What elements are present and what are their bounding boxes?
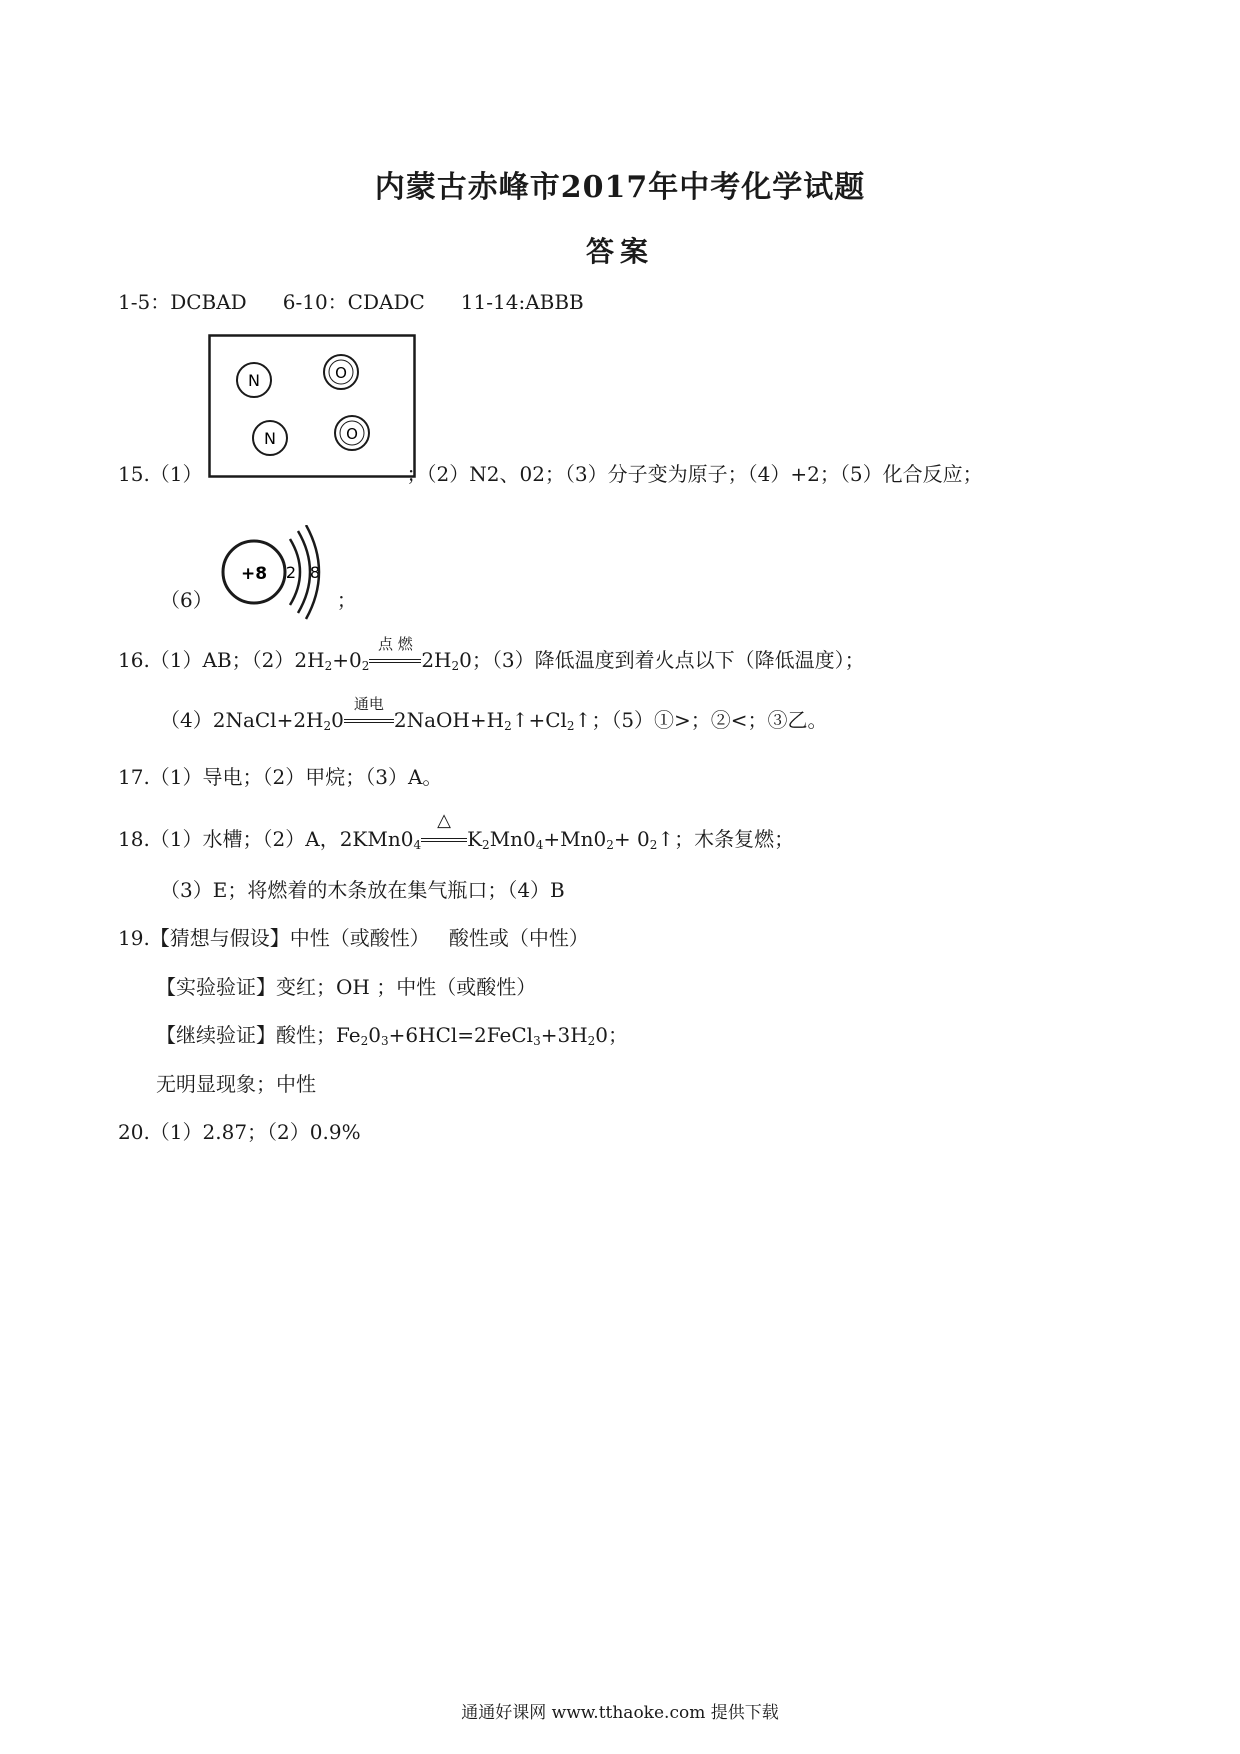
q18-line2: （3）E；将燃着的木条放在集气瓶口；（4）B xyxy=(160,878,565,902)
q18-l1a: 18.（1）水槽；（2）A，2KMn0 xyxy=(118,827,414,851)
nucleus-charge: +8 xyxy=(240,564,268,584)
q16-l2d: ↑+Cl xyxy=(511,708,567,732)
q16-line2 xyxy=(160,695,828,733)
sub: 2 xyxy=(323,719,332,733)
atom-o-2-label: O xyxy=(346,425,358,443)
q15-p6-end: ； xyxy=(336,588,357,612)
q18-l1d: +Mn0 xyxy=(543,827,607,851)
atom-n-1 xyxy=(237,363,271,397)
q16-l2e: ↑；（5）①>；②<；③乙。 xyxy=(574,708,828,732)
sub: 2 xyxy=(587,1034,596,1048)
condition-label: 点 燃 xyxy=(377,635,413,653)
q19-line1: 19.【猜想与假设】中性（或酸性） 酸性或（中性） xyxy=(118,926,589,950)
sub: 4 xyxy=(413,838,422,852)
mc-answers xyxy=(118,292,584,312)
atom-n-2 xyxy=(253,421,287,455)
q19-l3c: +6HCl=2FeCl xyxy=(388,1023,534,1047)
shell-2-electrons: 8 xyxy=(309,563,321,582)
q18-l1e: + 0 xyxy=(613,827,650,851)
q19-l3d: +3H xyxy=(540,1023,588,1047)
q20-line: 20.（1）2.87；（2）0.9% xyxy=(118,1120,361,1144)
q15-rest: ；（2）N2、02；（3）分子变为原子；（4）+2；（5）化合反应； xyxy=(406,462,983,486)
page-title: 内蒙古赤峰市2017年中考化学试题 xyxy=(374,170,866,205)
sub: 2 xyxy=(482,838,490,852)
condition-label: 通电 xyxy=(353,695,384,713)
atom-n-2-label: N xyxy=(264,429,276,448)
q16-l2a: （4）2NaCl+2H xyxy=(160,708,324,732)
q19-line4: 无明显现象；中性 xyxy=(156,1072,316,1096)
q19-line3 xyxy=(156,1023,629,1048)
q16-l1a: 16.（1）AB；（2）2H xyxy=(118,648,325,672)
sub: 2 xyxy=(566,719,575,733)
q16-l1b: +0 xyxy=(332,648,362,672)
q17-line: 17.（1）导电；（2）甲烷；（3）A。 xyxy=(118,765,443,789)
reaction-condition-heat xyxy=(421,810,467,846)
q16-line1 xyxy=(118,635,865,673)
q15-part6 xyxy=(160,590,357,610)
q18-l1b: K xyxy=(467,827,483,851)
atom-n-1-label: N xyxy=(248,371,260,390)
sub: 2 xyxy=(606,838,614,852)
sub: 2 xyxy=(451,659,460,673)
reaction-condition-electrolysis xyxy=(344,695,394,727)
sub: 2 xyxy=(649,838,658,852)
q19-line2: 【实验验证】变红；OH ；中性（或酸性） xyxy=(156,975,537,999)
mc-11-14: 11-14:ABBB xyxy=(460,290,584,314)
sub: 2 xyxy=(360,1034,369,1048)
q15-line1 xyxy=(118,464,983,484)
page-footer: 通通好课网 www.tthaoke.com 提供下载 xyxy=(461,1703,779,1723)
atom-o-1-label: O xyxy=(335,364,347,382)
q16-l1c: 2H xyxy=(421,648,452,672)
q19-l3a: 【继续验证】酸性；Fe xyxy=(156,1023,361,1047)
q15-prefix: 15.（1） xyxy=(118,462,203,486)
q16-l2b: 0 xyxy=(331,708,344,732)
sub: 3 xyxy=(533,1034,541,1048)
q18-l1f: ↑；木条复燃； xyxy=(657,827,795,851)
q16-l2c: 2NaOH+H xyxy=(393,708,505,732)
sub: 4 xyxy=(535,838,544,852)
shell-1-electrons: 2 xyxy=(285,563,297,582)
q15-p6-label: （6） xyxy=(160,588,213,612)
sub: 2 xyxy=(324,659,333,673)
q19-l3e: 0； xyxy=(595,1023,629,1047)
q16-l1d: 0；（3）降低温度到着火点以下（降低温度）； xyxy=(459,648,865,672)
sub: 2 xyxy=(504,719,512,733)
sub: 2 xyxy=(361,659,370,673)
mc-1-5: 1-5：DCBAD xyxy=(118,290,247,314)
mc-6-10: 6-10：CDADC xyxy=(282,290,425,314)
atom-o-2 xyxy=(335,416,369,450)
atom-o-1 xyxy=(324,355,358,389)
q18-line1 xyxy=(118,810,795,852)
molecule-diagram xyxy=(208,334,418,480)
reaction-condition-ignite xyxy=(369,635,421,667)
page-subtitle: 答案 xyxy=(585,235,654,268)
q19-l3b: 0 xyxy=(368,1023,381,1047)
q18-l1c: Mn0 xyxy=(489,827,536,851)
condition-label: △ xyxy=(437,810,452,831)
sub: 3 xyxy=(381,1034,389,1048)
